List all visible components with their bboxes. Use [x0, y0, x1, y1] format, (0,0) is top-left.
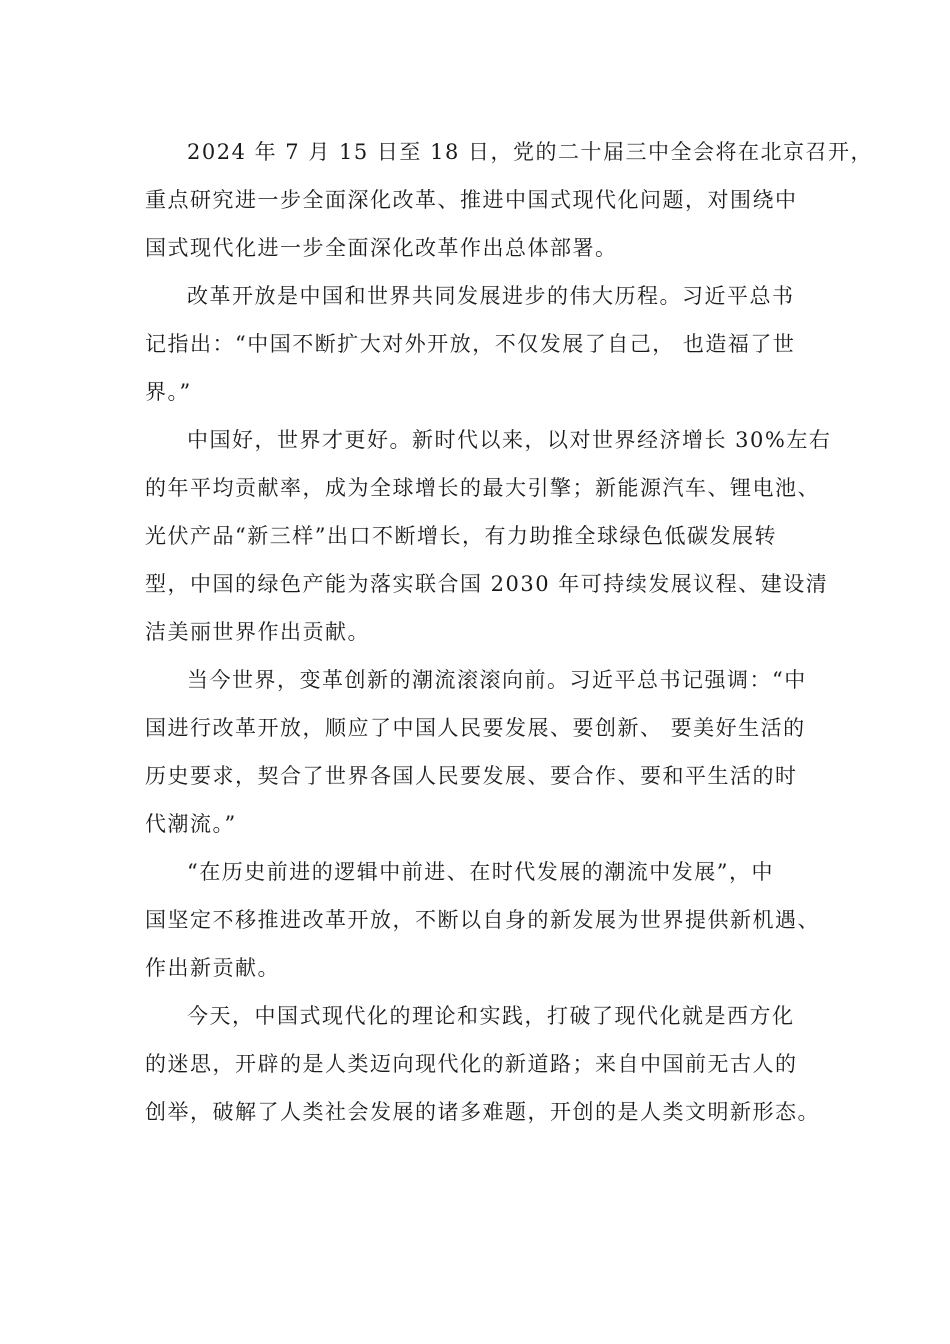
text-line: 洁美丽世界作出贡献。: [145, 620, 370, 644]
text-line: 界。”: [145, 380, 192, 404]
text-line: 的年平均贡献率，成为全球增长的最大引擎；新能源汽车、锂电池、: [145, 476, 820, 500]
text-line: 创举，破解了人类社会发展的诸多难题，开创的是人类文明新形态。: [145, 1100, 820, 1124]
text-line: 作出新贡献。: [145, 956, 280, 980]
text-line: 今天，中国式现代化的理论和实践，打破了现代化就是西方化: [187, 1004, 795, 1028]
text-line: 重点研究进一步全面深化改革、推进中国式现代化问题，对围绕中: [145, 188, 798, 212]
text-line: 中国好，世界才更好。新时代以来，以对世界经济增长 30%左右: [187, 428, 832, 452]
text-line: 当今世界，变革创新的潮流滚滚向前。习近平总书记强调：“中: [187, 668, 807, 692]
text-line: 国坚定不移推进改革开放，不断以自身的新发展为世界提供新机遇、: [145, 908, 820, 932]
paragraph-4: [145, 656, 825, 848]
paragraph-5: [145, 848, 825, 992]
text-line: 记指出：“中国不断扩大对外开放，不仅发展了自己， 也造福了世: [145, 332, 796, 356]
paragraph-1: [145, 128, 873, 272]
text-line: 的迷思，开辟的是人类迈向现代化的新道路；来自中国前无古人的: [145, 1052, 798, 1076]
text-line: 改革开放是中国和世界共同发展进步的伟大历程。习近平总书: [187, 284, 795, 308]
document-body: [145, 128, 873, 1136]
text-line: 国进行改革开放，顺应了中国人民要发展、要创新、 要美好生活的: [145, 716, 806, 740]
text-line: 历史要求，契合了世界各国人民要发展、要合作、要和平生活的时: [145, 764, 798, 788]
paragraph-2: [145, 272, 825, 416]
text-line: “在历史前进的逻辑中前进、在时代发展的潮流中发展”，中: [187, 860, 774, 884]
text-line: 光伏产品“新三样”出口不断增长，有力助推全球绿色低碳发展转: [145, 524, 777, 548]
text-line: 型，中国的绿色产能为落实联合国 2030 年可持续发展议程、建设清: [145, 572, 829, 596]
paragraph-3: [145, 416, 832, 656]
text-line: 代潮流。”: [145, 812, 237, 836]
paragraph-6: [145, 992, 825, 1136]
text-line: 国式现代化进一步全面深化改革作出总体部署。: [145, 236, 618, 260]
text-line: 2024 年 7 月 15 日至 18 日，党的二十届三中全会将在北京召开，: [187, 140, 873, 164]
